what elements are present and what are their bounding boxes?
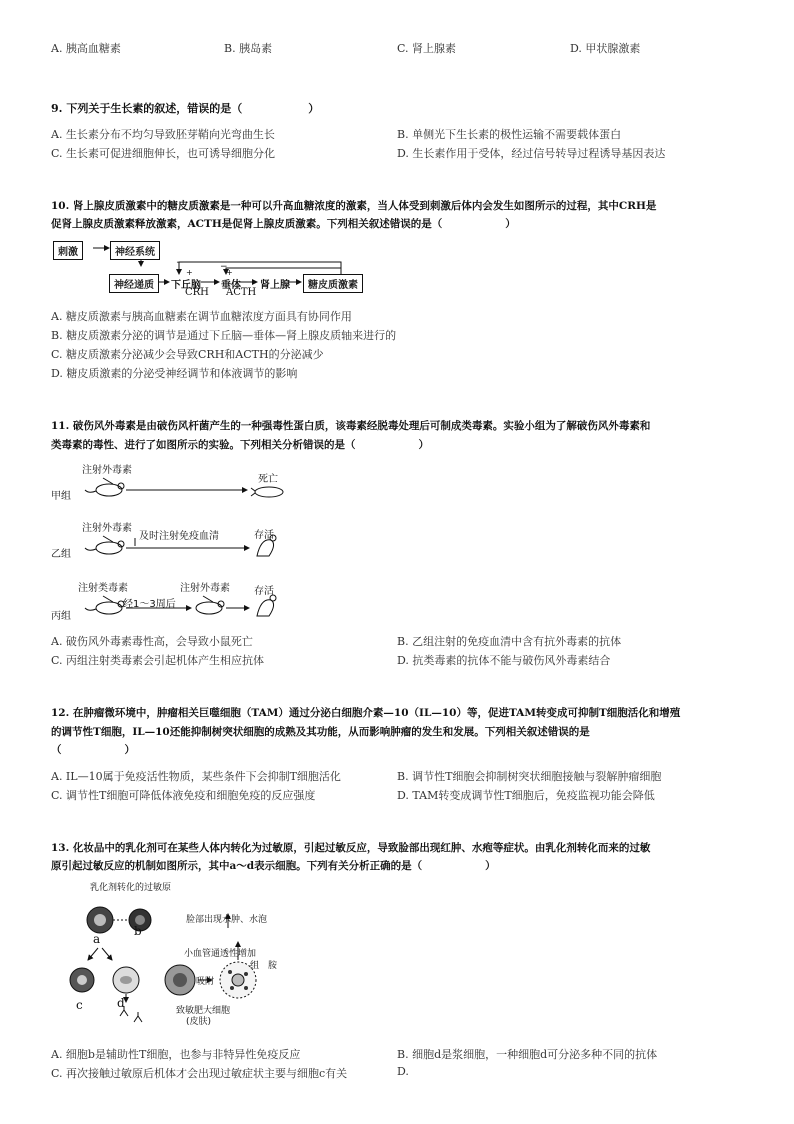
q10-minus-sign-1: − xyxy=(176,258,184,268)
q11-stem-line2: 类毒素的毒性、进行了如图所示的实验。下列相关分析错误的是（ ） xyxy=(51,439,429,451)
q13-allergen-label: 乳化剂转化的过敏原 xyxy=(90,883,172,893)
q13-stem-line1: 13. 化妆品中的乳化剂可在某些人体内转化为过敏原，引起过敏反应，导致脸部出现红肿、水疱等症状。由乳化剂转化而来的过敏 xyxy=(51,842,651,854)
q13-stem-line2: 原引起过敏反应的机制如图所示，其中a～d表示细胞。下列有关分析正确的是（ ） xyxy=(51,860,496,872)
q13-skin-label: (皮肤) xyxy=(186,1017,212,1027)
q10-option-d: D. 糖皮质激素的分泌受神经调节和体液调节的影响 xyxy=(51,367,298,380)
cell-d-icon xyxy=(113,967,139,993)
q13-mast-cell-label: 致敏肥大细胞 xyxy=(176,1006,231,1016)
q11-group-a-result: 死亡 xyxy=(258,474,278,485)
sitting-mouse-icon xyxy=(257,595,276,616)
q10-glucocorticoid-box: 糖皮质激素 xyxy=(303,274,363,293)
q11-group-a-label: 甲组 xyxy=(51,491,71,502)
q10-pituitary-label: 垂体 xyxy=(221,280,241,291)
q11-group-c-weeks: 经1～3周后 xyxy=(123,599,176,610)
q12-stem-line1: 12. 在肿瘤微环境中，肿瘤相关巨噬细胞（TAM）通过分泌白细胞介素—10（IL—10）等，促进TAM转变成可抑制T细胞活化和增殖 xyxy=(51,707,681,719)
q10-stimulus-box: 刺激 xyxy=(53,241,83,260)
q12-option-c: C. 调节性T细胞可降低体液免疫和细胞免疫的反应强度 xyxy=(51,789,316,802)
q11-option-a: A. 破伤风外毒素毒性高，会导致小鼠死亡 xyxy=(51,635,253,648)
q13-option-c: C. 再次接触过敏原后机体才会出现过敏症状主要与细胞c有关 xyxy=(51,1067,348,1080)
q13-adsorb-label: 吸附 xyxy=(196,977,215,987)
q10-option-c: C. 糖皮质激素分泌减少会导致CRH和ACTH的分泌减少 xyxy=(51,348,324,361)
q11-group-b-serum: 及时注射免疫血清 xyxy=(139,531,219,542)
q8-option-c: C. 肾上腺素 xyxy=(397,42,457,55)
q11-group-b-label: 乙组 xyxy=(51,549,71,560)
q11-option-c: C. 丙组注射类毒素会引起机体产生相应抗体 xyxy=(51,654,265,667)
q10-option-b: B. 糖皮质激素分泌的调节是通过下丘脑—垂体—肾上腺皮质轴来进行的 xyxy=(51,329,397,342)
q11-group-c-inject-exotoxin: 注射外毒素 xyxy=(180,583,230,594)
q11-group-a-inject: 注射外毒素 xyxy=(82,465,132,476)
q13-label-a: a xyxy=(93,932,101,946)
mouse-icon xyxy=(196,601,224,614)
plasma-cell-icon xyxy=(165,965,195,995)
q10-plus-sign-2: + xyxy=(226,268,233,277)
q9-option-c: C. 生长素可促进细胞伸长，也可诱导细胞分化 xyxy=(51,147,276,160)
q13-option-d: D. xyxy=(397,1065,409,1078)
q11-stem-line1: 11. 破伤风外毒素是由破伤风杆菌产生的一种强毒性蛋白质，该毒素经脱毒处理后可制成类毒素。实验小组为了解破伤风外毒素和 xyxy=(51,420,651,432)
q11-group-c-inject-toxoid: 注射类毒素 xyxy=(78,583,128,594)
mouse-icon xyxy=(85,483,124,496)
q10-stem-line2: 促肾上腺皮质激素释放激素，ACTH是促肾上腺皮质激素。下列相关叙述错误的是（ ） xyxy=(51,218,516,230)
q12-stem-line3: （ ） xyxy=(51,744,135,756)
q8-option-b: B. 胰岛素 xyxy=(224,42,273,55)
q12-option-a: A. IL—10属于免疫活性物质，某些条件下会抑制T细胞活化 xyxy=(51,770,341,783)
q10-adrenal-label: 肾上腺 xyxy=(260,280,290,291)
q11-option-d: D. 抗类毒素的抗体不能与破伤风外毒素结合 xyxy=(397,654,611,667)
q13-face-label: 脸部出现水肿、水泡 xyxy=(186,915,268,925)
q10-nervous-system-box: 神经系统 xyxy=(110,241,160,260)
cell-c-icon xyxy=(70,968,94,992)
q11-option-b: B. 乙组注射的免疫血清中含有抗外毒素的抗体 xyxy=(397,635,622,648)
q10-minus-sign-2: − xyxy=(220,262,228,272)
mouse-icon xyxy=(85,601,124,614)
dead-mouse-icon xyxy=(251,487,283,497)
q9-option-d: D. 生长素作用于受体，经过信号转导过程诱导基因表达 xyxy=(397,147,666,160)
q10-acth-label: ACTH xyxy=(226,287,257,298)
cell-a-icon xyxy=(87,907,113,933)
q11-group-c-result: 存活 xyxy=(254,586,274,597)
q13-permeability-label: 小血管通透性增加 xyxy=(184,949,257,959)
q9-stem: 9. 下列关于生长素的叙述，错误的是（ ） xyxy=(51,102,320,115)
q8-option-a: A. 胰高血糖素 xyxy=(51,42,121,55)
q10-neurotransmitter-box: 神经递质 xyxy=(109,274,159,293)
q13-option-b: B. 细胞d是浆细胞，一种细胞d可分泌多种不同的抗体 xyxy=(397,1048,658,1061)
q12-stem-line2: 的调节性T细胞，IL—10还能抑制树突状细胞的成熟及其功能，从而影响肿瘤的发生和发展。下列相关叙述错误的是 xyxy=(51,726,590,738)
q13-label-b: b xyxy=(134,924,142,938)
q9-option-a: A. 生长素分布不均匀导致胚芽鞘向光弯曲生长 xyxy=(51,128,275,141)
q11-group-c-label: 丙组 xyxy=(51,611,71,622)
q11-group-b-inject: 注射外毒素 xyxy=(82,523,132,534)
q10-option-a: A. 糖皮质激素与胰高血糖素在调节血糖浓度方面具有协同作用 xyxy=(51,310,352,323)
q10-stem-line1: 10. 肾上腺皮质激素中的糖皮质激素是一种可以升高血糖浓度的激素，当人体受到刺激后体内会发生如图所示的过程，其中CRH是 xyxy=(51,200,657,212)
q11-group-b-result: 存活 xyxy=(254,530,274,541)
q10-plus-sign-1: + xyxy=(186,268,193,277)
q8-option-d: D. 甲状腺激素 xyxy=(570,42,641,55)
q10-crh-label: CRH xyxy=(185,287,209,298)
q12-option-d: D. TAM转变成调节性T细胞后，免疫监视功能会降低 xyxy=(397,789,655,802)
q13-option-a: A. 细胞b是辅助性T细胞，也参与非特异性免疫反应 xyxy=(51,1048,301,1061)
q13-label-c: c xyxy=(76,998,83,1012)
q13-tissue-label: 组 胺 xyxy=(250,961,278,971)
q13-label-d: d xyxy=(117,996,125,1010)
mouse-icon xyxy=(85,541,124,554)
q12-option-b: B. 调节性T细胞会抑制树突状细胞接触与裂解肿瘤细胞 xyxy=(397,770,662,783)
q10-hypothalamus-label: 下丘脑 xyxy=(171,280,201,291)
q9-option-b: B. 单侧光下生长素的极性运输不需要载体蛋白 xyxy=(397,128,622,141)
